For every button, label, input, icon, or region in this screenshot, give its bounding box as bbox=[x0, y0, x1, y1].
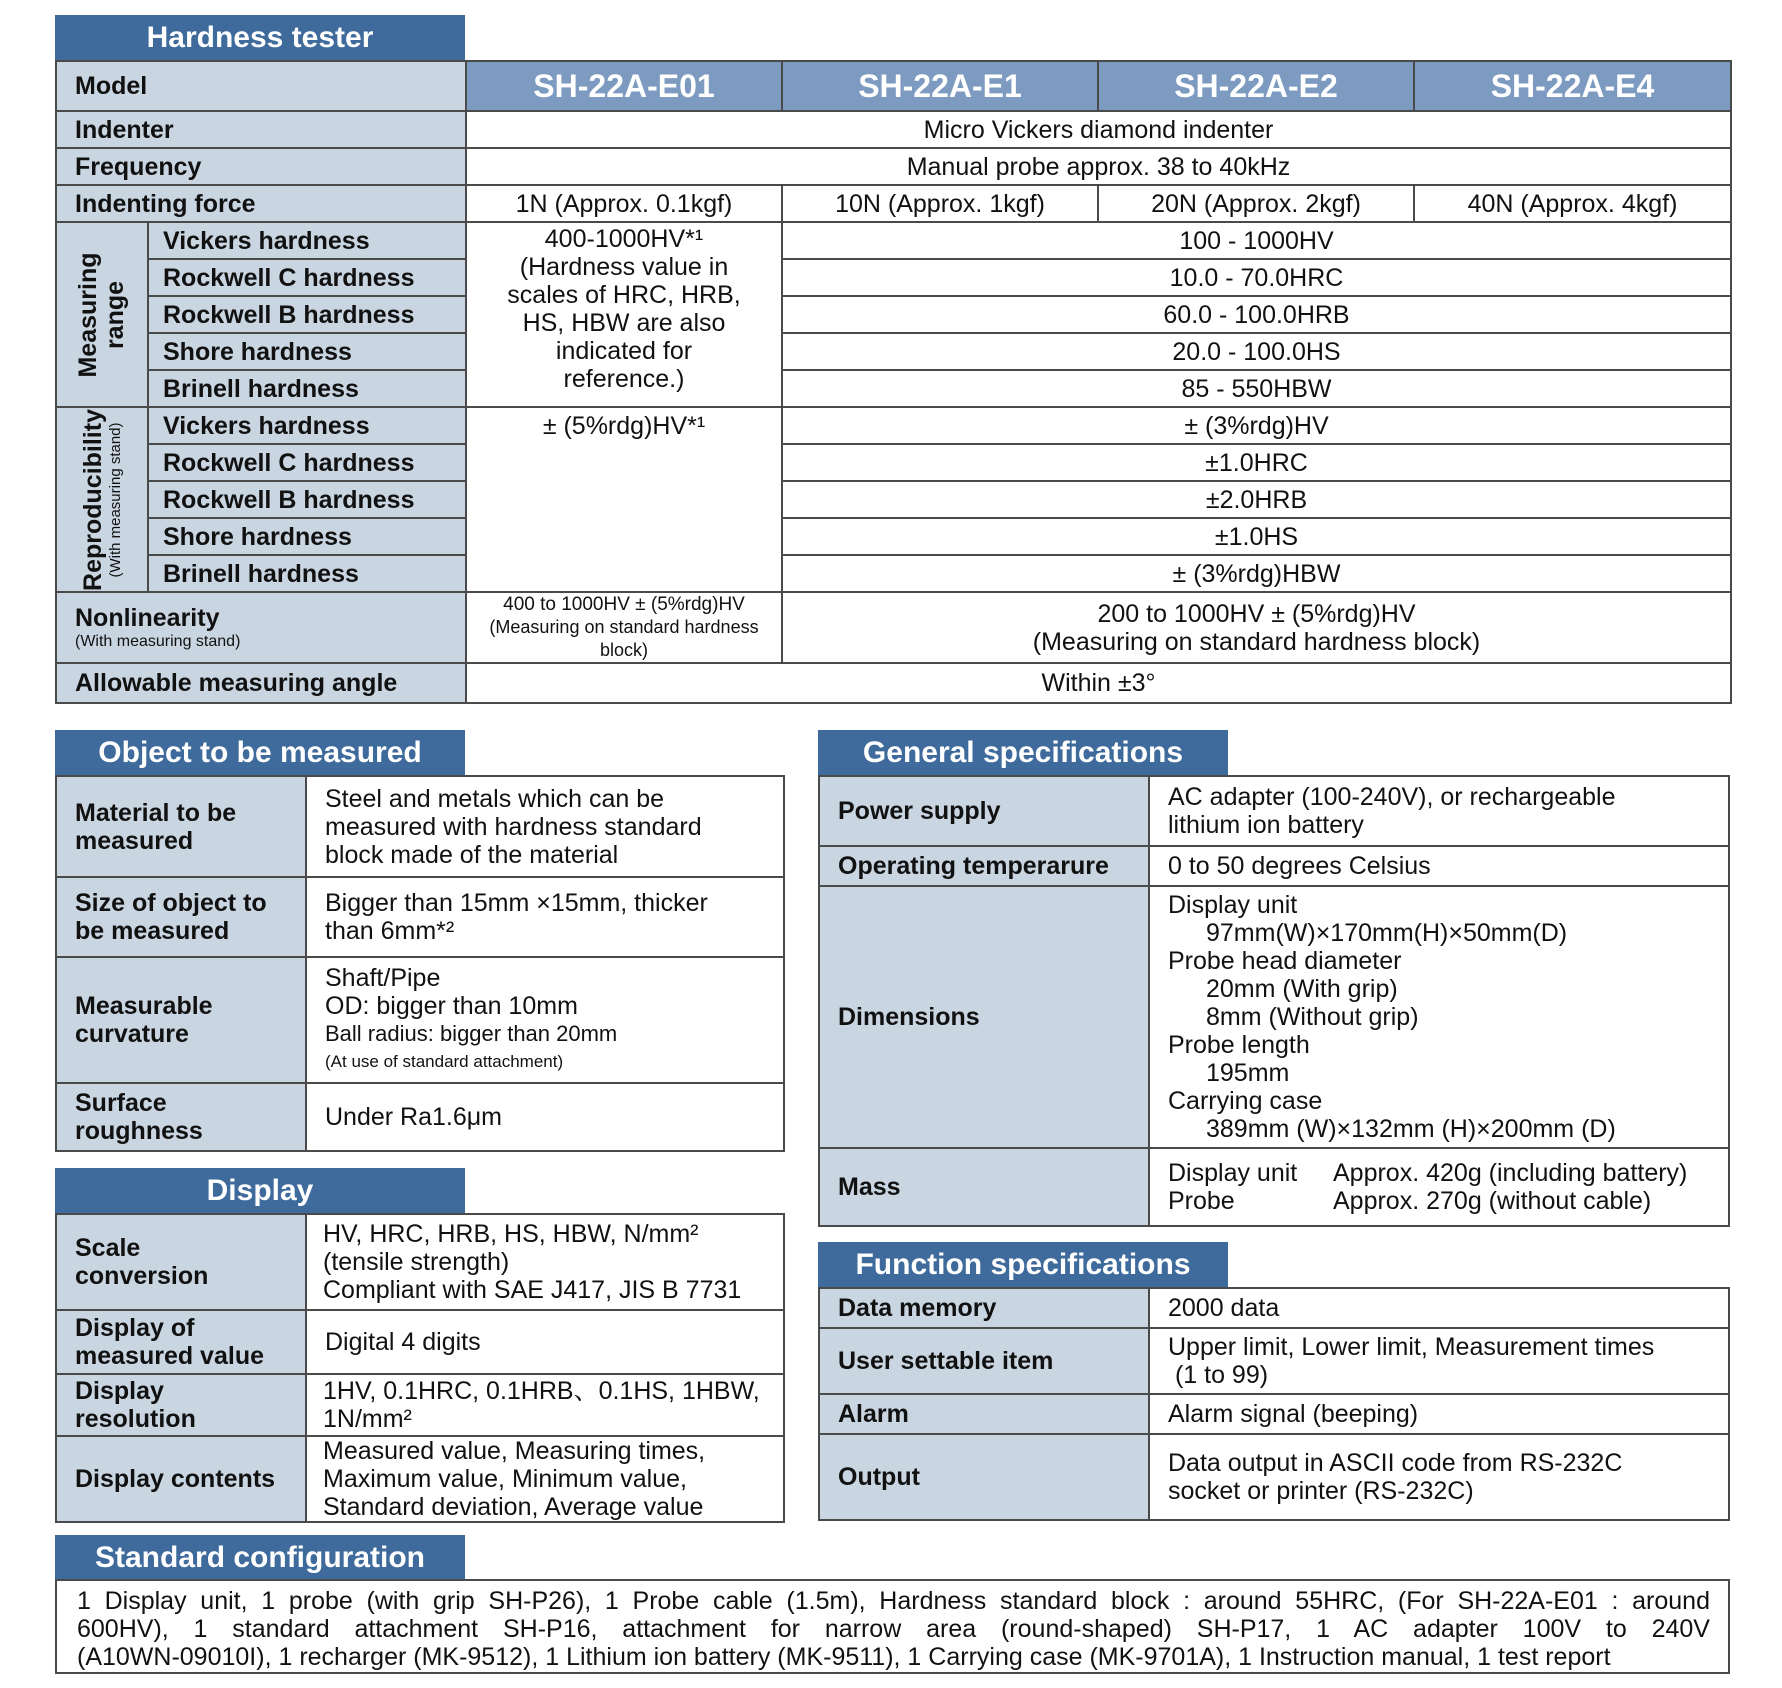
object-table bbox=[55, 775, 785, 1152]
object-row-label bbox=[56, 1083, 306, 1151]
mass-item: Display unit bbox=[1168, 1159, 1298, 1187]
display-value-line: Measured value, Measuring times, bbox=[323, 1437, 706, 1465]
measuring-range-line1: Measuring bbox=[74, 251, 102, 378]
display-value-line: 1N/mm² bbox=[323, 1405, 412, 1433]
nonlinearity-rest-line1: 200 to 1000HV ± (5%rdg)HV bbox=[1097, 599, 1416, 628]
dimension-detail: 195mm bbox=[1206, 1059, 1290, 1087]
mass-value bbox=[1149, 1148, 1729, 1226]
dimension-detail: 8mm (Without grip) bbox=[1206, 1003, 1419, 1031]
object-tab: Object to be measured bbox=[55, 730, 465, 775]
hardness-tester-tab: Hardness tester bbox=[55, 15, 465, 60]
nonlinearity-label bbox=[56, 592, 466, 663]
force-e2: 20N (Approx. 2kgf) bbox=[1098, 185, 1414, 222]
repro-row-shore: Shore hardness bbox=[148, 518, 466, 555]
repro-row-vickers: Vickers hardness bbox=[148, 407, 466, 444]
range-row-brinell: Brinell hardness bbox=[148, 370, 466, 407]
mass-label: Mass bbox=[819, 1148, 1149, 1226]
dimension-detail: 20mm (With grip) bbox=[1206, 975, 1398, 1003]
object-value-line: (At use of standard attachment) bbox=[325, 1052, 564, 1071]
repro-value-shore: ±1.0HS bbox=[782, 518, 1731, 555]
range-e01-line: reference.) bbox=[563, 365, 685, 393]
display-value-line: Digital 4 digits bbox=[325, 1328, 481, 1356]
object-row-label bbox=[56, 776, 306, 877]
object-row-value bbox=[306, 877, 784, 957]
indenter-label: Indenter bbox=[56, 111, 466, 148]
force-e1: 10N (Approx. 1kgf) bbox=[782, 185, 1098, 222]
dimension-detail: 389mm (W)×132mm (H)×200mm (D) bbox=[1206, 1115, 1616, 1143]
general-label-line: Power supply bbox=[838, 797, 1001, 825]
display-row-value bbox=[306, 1374, 784, 1436]
user-settable-value bbox=[1149, 1328, 1729, 1394]
function-value-line: 2000 data bbox=[1168, 1294, 1280, 1322]
nonlinearity-e01-line1: 400 to 1000HV ± (5%rdg)HV bbox=[503, 594, 745, 615]
repro-row-brinell: Brinell hardness bbox=[148, 555, 466, 592]
repro-value-rockwell-c: ±1.0HRC bbox=[782, 444, 1731, 481]
display-row-label bbox=[56, 1214, 306, 1310]
display-value-line: Standard deviation, Average value bbox=[323, 1493, 704, 1521]
range-value-rockwell-c: 10.0 - 70.0HRC bbox=[782, 259, 1731, 296]
range-e01-line: 400-1000HV*¹ bbox=[544, 225, 704, 253]
model-label: Model bbox=[56, 61, 466, 111]
config-line: (A10WN-09010I), 1 recharger (MK-9512), 1 Lithium ion battery (MK-9511), 1 Carrying case (MK-9701A), 1 Instruction manual, 1 test report bbox=[77, 1643, 1611, 1671]
angle-label: Allowable measuring angle bbox=[56, 663, 466, 703]
operating-temp-value bbox=[1149, 846, 1729, 886]
force-e01: 1N (Approx. 0.1kgf) bbox=[466, 185, 782, 222]
range-row-rockwell-c: Rockwell C hardness bbox=[148, 259, 466, 296]
frequency-value: Manual probe approx. 38 to 40kHz bbox=[466, 148, 1731, 185]
object-label-line: curvature bbox=[75, 1020, 189, 1048]
function-label-line: Alarm bbox=[838, 1400, 909, 1428]
display-value-line: Compliant with SAE J417, JIS B 7731 bbox=[323, 1276, 742, 1304]
function-label-line: Output bbox=[838, 1463, 920, 1491]
reproducibility-label: Reproducibility bbox=[79, 408, 107, 591]
dimension-head: Probe length bbox=[1168, 1031, 1310, 1059]
range-e01 bbox=[466, 222, 782, 407]
display-label-line: conversion bbox=[75, 1262, 209, 1290]
object-label-line: roughness bbox=[75, 1117, 203, 1145]
function-tab: Function specifications bbox=[818, 1242, 1228, 1287]
dimensions-value bbox=[1149, 886, 1729, 1148]
config-line: 1 Display unit, 1 probe (with grip SH-P26), 1 Probe cable (1.5m), Hardness standard block : around 55HRC, (For SH-22A-E01 : around bbox=[77, 1587, 1710, 1615]
config-box bbox=[55, 1579, 1730, 1674]
range-e01-line: HS, HBW are also bbox=[522, 309, 726, 337]
object-value-line: Bigger than 15mm ×15mm, thicker bbox=[325, 889, 708, 917]
mass-item: Probe bbox=[1168, 1187, 1235, 1215]
dimension-detail: 97mm(W)×170mm(H)×50mm(D) bbox=[1206, 919, 1568, 947]
frequency-label: Frequency bbox=[56, 148, 466, 185]
general-label-line: Operating temperarure bbox=[838, 852, 1109, 880]
object-row-value bbox=[306, 776, 784, 877]
dimension-head: Display unit bbox=[1168, 891, 1298, 919]
mass-amount: Approx. 270g (without cable) bbox=[1333, 1187, 1652, 1215]
nonlinearity-rest-line2: (Measuring on standard hardness block) bbox=[1032, 627, 1481, 656]
display-value-line: Maximum value, Minimum value, bbox=[323, 1465, 687, 1493]
object-label-line: Measurable bbox=[75, 992, 213, 1020]
force-e4: 40N (Approx. 4kgf) bbox=[1414, 185, 1731, 222]
dimension-head: Carrying case bbox=[1168, 1087, 1323, 1115]
config-tab: Standard configuration bbox=[55, 1535, 465, 1580]
alarm-value bbox=[1149, 1394, 1729, 1434]
display-label-line: Display bbox=[75, 1377, 164, 1405]
display-label-line: Display of bbox=[75, 1314, 195, 1342]
range-row-rockwell-b: Rockwell B hardness bbox=[148, 296, 466, 333]
range-value-vickers: 100 - 1000HV bbox=[782, 222, 1731, 259]
object-value-line: Ball radius: bigger than 20mm bbox=[325, 1021, 618, 1046]
object-value-line: Under Ra1.6μm bbox=[325, 1103, 502, 1131]
model-e1: SH-22A-E1 bbox=[782, 61, 1098, 111]
range-value-rockwell-b: 60.0 - 100.0HRB bbox=[782, 296, 1731, 333]
display-row-label bbox=[56, 1436, 306, 1522]
repro-value-rockwell-b: ±2.0HRB bbox=[782, 481, 1731, 518]
general-value-line: lithium ion battery bbox=[1168, 811, 1364, 839]
function-value-line: (1 to 99) bbox=[1168, 1361, 1269, 1389]
display-tab: Display bbox=[55, 1168, 465, 1213]
nonlinearity-rest bbox=[782, 592, 1731, 663]
object-value-line: block made of the material bbox=[325, 840, 619, 869]
function-label-line: User settable item bbox=[838, 1347, 1054, 1375]
hardness-spec-table bbox=[55, 60, 1732, 704]
reproducibility-sub: (With measuring stand) bbox=[107, 421, 124, 578]
range-value-brinell: 85 - 550HBW bbox=[782, 370, 1731, 407]
general-value-line: AC adapter (100-240V), or rechargeable bbox=[1168, 783, 1616, 811]
repro-e01: ± (5%rdg)HV*¹ bbox=[466, 407, 782, 592]
display-row-value bbox=[306, 1436, 784, 1522]
mass-amount: Approx. 420g (including battery) bbox=[1333, 1159, 1688, 1187]
object-value-line: measured with hardness standard bbox=[325, 812, 702, 841]
measuring-range-line2: range bbox=[101, 280, 129, 349]
indenter-value: Micro Vickers diamond indenter bbox=[466, 111, 1731, 148]
dimension-head: Probe head diameter bbox=[1168, 947, 1402, 975]
force-label: Indenting force bbox=[56, 185, 466, 222]
display-table bbox=[55, 1213, 785, 1523]
model-e4: SH-22A-E4 bbox=[1414, 61, 1731, 111]
nonlinearity-title: Nonlinearity bbox=[75, 603, 220, 632]
display-value-line: (tensile strength) bbox=[323, 1248, 510, 1276]
object-label-line: Size of object to bbox=[75, 889, 267, 917]
data-memory-label bbox=[819, 1288, 1149, 1328]
dimensions-label: Dimensions bbox=[819, 886, 1149, 1148]
function-label-line: Data memory bbox=[838, 1294, 997, 1322]
model-e2: SH-22A-E2 bbox=[1098, 61, 1414, 111]
range-e01-line: (Hardness value in bbox=[519, 253, 729, 281]
function-table bbox=[818, 1287, 1730, 1521]
range-value-shore: 20.0 - 100.0HS bbox=[782, 333, 1731, 370]
repro-row-rockwell-b: Rockwell B hardness bbox=[148, 481, 466, 518]
power-supply-label bbox=[819, 776, 1149, 846]
function-value-line: Alarm signal (beeping) bbox=[1168, 1400, 1419, 1428]
object-row-value bbox=[306, 1083, 784, 1151]
display-label-line: resolution bbox=[75, 1405, 196, 1433]
reproducibility-group bbox=[56, 407, 148, 592]
range-e01-line: scales of HRC, HRB, bbox=[507, 281, 741, 309]
range-row-vickers: Vickers hardness bbox=[148, 222, 466, 259]
display-label-line: Display contents bbox=[75, 1465, 276, 1493]
function-value-line: Upper limit, Lower limit, Measurement times bbox=[1168, 1333, 1655, 1361]
object-value-line: Steel and metals which can be bbox=[325, 784, 665, 813]
object-value-line: Shaft/Pipe bbox=[325, 964, 441, 992]
nonlinearity-sub: (With measuring stand) bbox=[75, 632, 241, 650]
output-label bbox=[819, 1434, 1149, 1520]
repro-value-vickers: ± (3%rdg)HV bbox=[782, 407, 1731, 444]
config-line: 600HV), 1 standard attachment SH-P16, attachment for narrow area (round-shaped) SH-P17, 1 AC adapter 100V to 240V bbox=[77, 1615, 1710, 1643]
object-row-label bbox=[56, 877, 306, 957]
display-row-label bbox=[56, 1374, 306, 1436]
alarm-label bbox=[819, 1394, 1149, 1434]
data-memory-value bbox=[1149, 1288, 1729, 1328]
object-label-line: Material to be bbox=[75, 798, 237, 827]
range-e01-line: indicated for bbox=[555, 337, 693, 365]
power-supply-value bbox=[1149, 776, 1729, 846]
object-value-line: OD: bigger than 10mm bbox=[325, 992, 578, 1020]
object-label-line: measured bbox=[75, 826, 194, 855]
display-row-value bbox=[306, 1214, 784, 1310]
object-row-label bbox=[56, 957, 306, 1083]
function-value-line: Data output in ASCII code from RS-232C bbox=[1168, 1449, 1623, 1477]
user-settable-label bbox=[819, 1328, 1149, 1394]
repro-value-brinell: ± (3%rdg)HBW bbox=[782, 555, 1731, 592]
display-row-value bbox=[306, 1310, 784, 1374]
angle-value: Within ±3° bbox=[466, 663, 1731, 703]
nonlinearity-e01-line2: (Measuring on standard hardness block) bbox=[489, 617, 759, 660]
object-label-line: Surface bbox=[75, 1089, 167, 1117]
object-row-value bbox=[306, 957, 784, 1083]
operating-temp-label bbox=[819, 846, 1149, 886]
display-row-label bbox=[56, 1310, 306, 1374]
general-value-line: 0 to 50 degrees Celsius bbox=[1168, 852, 1431, 880]
object-value-line: than 6mm*² bbox=[325, 917, 455, 945]
output-value bbox=[1149, 1434, 1729, 1520]
display-label-line: measured value bbox=[75, 1342, 264, 1370]
repro-row-rockwell-c: Rockwell C hardness bbox=[148, 444, 466, 481]
model-e01: SH-22A-E01 bbox=[466, 61, 782, 111]
function-value-line: socket or printer (RS-232C) bbox=[1168, 1477, 1474, 1505]
general-tab: General specifications bbox=[818, 730, 1228, 775]
display-value-line: HV, HRC, HRB, HS, HBW, N/mm² bbox=[323, 1220, 699, 1248]
display-value-line: 1HV, 0.1HRC, 0.1HRB、0.1HS, 1HBW, bbox=[323, 1377, 760, 1405]
general-table bbox=[818, 775, 1730, 1227]
range-row-shore: Shore hardness bbox=[148, 333, 466, 370]
measuring-range-group bbox=[56, 222, 148, 407]
display-label-line: Scale bbox=[75, 1234, 141, 1262]
nonlinearity-e01 bbox=[466, 592, 782, 663]
object-label-line: be measured bbox=[75, 917, 230, 945]
